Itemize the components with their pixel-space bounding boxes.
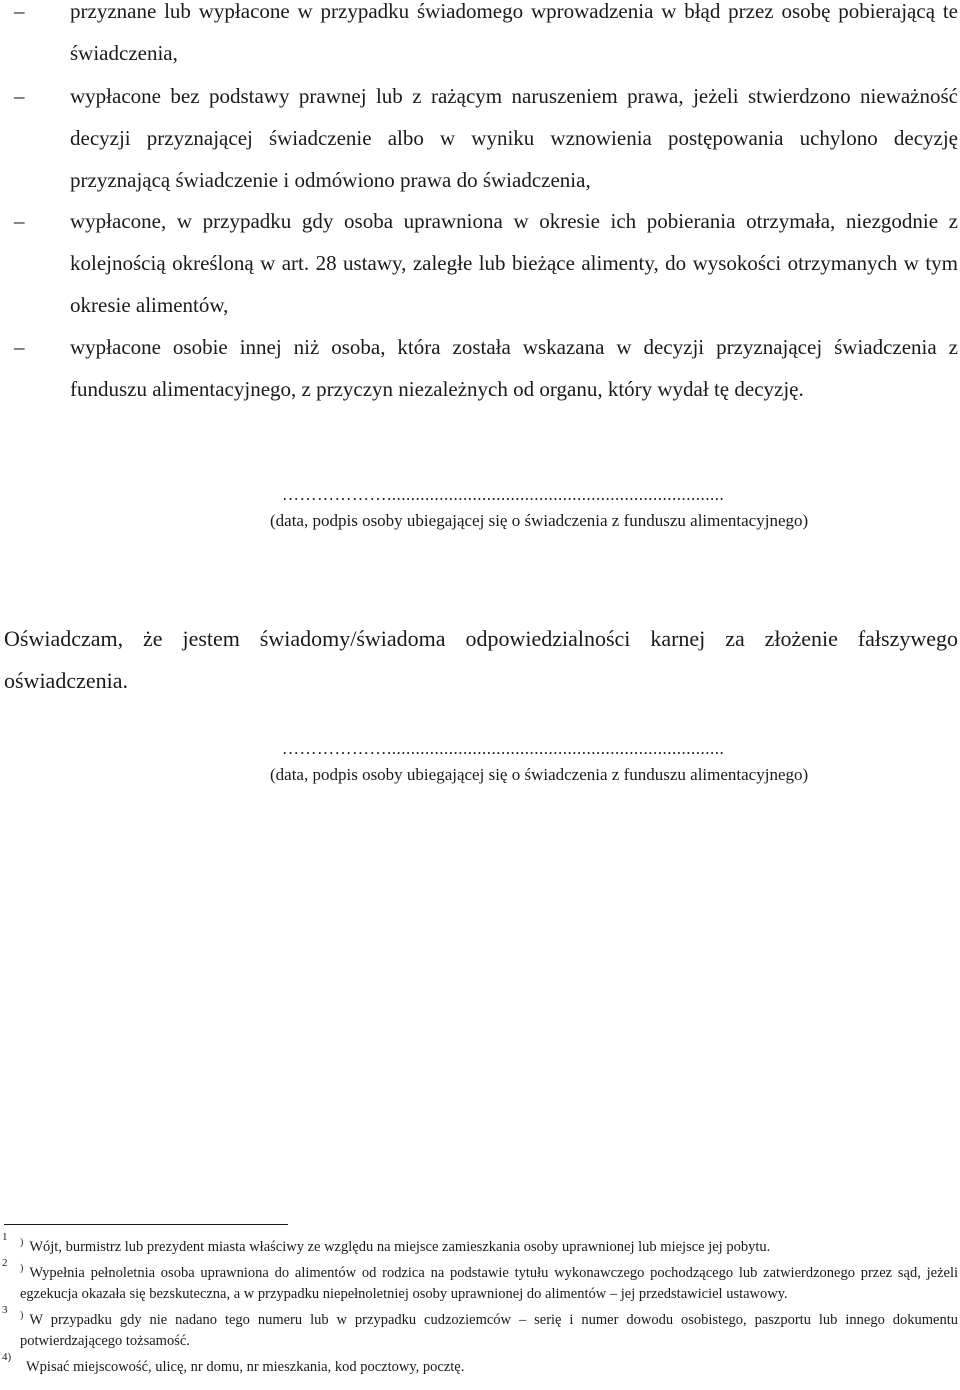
footnote-mark: ) (20, 1263, 24, 1274)
footnote-text: W przypadku gdy nie nadano tego numeru lub w przypadku cudzoziemców – serię i numer dowodu osobistego, paszportu lub innego dokumentu potwierdzającego tożsamość. (20, 1312, 958, 1349)
dash-bullet: – (14, 0, 25, 23)
footnote-text: Wypełnia pełnoletnia osoba uprawniona do alimentów od rodzica na podstawie tytułu wykonawczego pochodzącego lub zatwierdzonego przez sąd, jeżeli egzekucja okazała się bezskuteczna, a w przypadku niepełnoletniej osoby uprawnionej do alimentów – jej przedstawiciel ustawowy. (20, 1265, 958, 1302)
footnote (0, 1352, 960, 1378)
signature-caption: (data, podpis osoby ubiegającej się o świadczenia z funduszu alimentacyjnego) (270, 511, 809, 530)
liability-statement: Oświadczam, że jestem świadomy/świadoma odpowiedzialności karnej za złożenie fałszywego oświadczenia. (4, 626, 958, 693)
footnotes (0, 1232, 960, 1378)
footnote-mark: ) (20, 1310, 24, 1321)
dash-item-text: wypłacone osobie innej niż osoba, która została wskazana w decyzji przyznającej świadczenia z funduszu alimentacyjnego, z przyczyn niezależnych od organu, który wydał tę decyzję. (70, 335, 958, 401)
footnote (0, 1305, 960, 1352)
signature-dots: ………………....................................................................... (282, 485, 725, 504)
signature-block (270, 736, 960, 788)
footnote-text: Wpisać miejscowość, ulicę, nr domu, nr mieszkania, kod pocztowy, pocztę. (26, 1359, 465, 1375)
dash-bullet: – (14, 335, 25, 359)
footnote-number: 1 (2, 1231, 8, 1243)
signature-block (270, 482, 960, 534)
footnote-text: Wójt, burmistrz lub prezydent miasta właściwy ze względu na miejsce zamieszkania osoby uprawnionej lub miejsce jej pobytu. (29, 1239, 771, 1255)
signature-caption: (data, podpis osoby ubiegającej się o świadczenia z funduszu alimentacyjnego) (270, 765, 809, 784)
footnote-number: 2 (2, 1257, 8, 1269)
footnote (0, 1232, 960, 1258)
footnote-number: 3 (2, 1304, 8, 1316)
footnote-number: 4) (2, 1351, 12, 1363)
dash-item-text: przyznane lub wypłacone w przypadku świadomego wprowadzenia w błąd przez osobę pobierającą te świadczenia, (70, 0, 958, 65)
footnote (0, 1258, 960, 1305)
footnote-separator (4, 1224, 288, 1225)
dash-bullet: – (14, 84, 25, 108)
signature-dots: ………………....................................................................... (282, 739, 725, 758)
dash-item-text: wypłacone bez podstawy prawnej lub z rażącym naruszeniem prawa, jeżeli stwierdzono nieważność decyzji przyznającej świadczenie albo w wyniku wznowienia postępowania uchylono decyzję przyznającą świadczenie i odmówiono prawa do świadczenia, (70, 84, 958, 192)
footnote-mark: ) (20, 1237, 24, 1248)
dash-bullet: – (14, 209, 25, 233)
dash-item-text: wypłacone, w przypadku gdy osoba uprawniona w okresie ich pobierania otrzymała, niezgodnie z kolejnością określoną w art. 28 ustawy, zaległe lub bieżące alimenty, do wysokości otrzymanych w tym okresie alimentów, (70, 209, 958, 317)
